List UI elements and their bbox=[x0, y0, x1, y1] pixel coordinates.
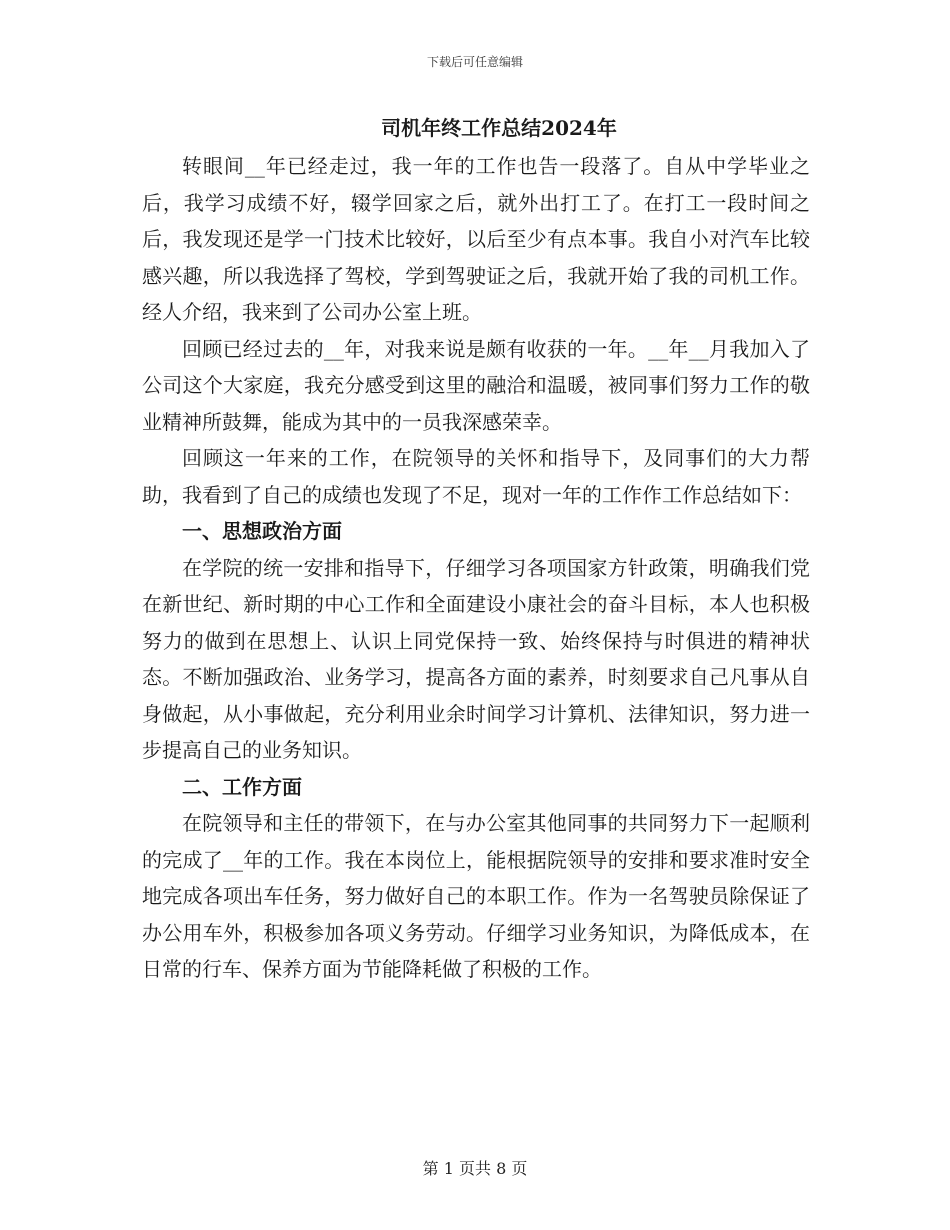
section-heading-political: 一、思想政治方面 bbox=[182, 519, 342, 543]
document-title: 司机年终工作总结2024年 bbox=[381, 116, 617, 140]
document-body bbox=[142, 108, 810, 988]
paragraph-work: 在院领导和主任的带领下，在与办公室其他同事的共同努力下一起顺利的完成了__年的工作。我在本岗位上，能根据院领导的安排和要求准时安全地完成各项出车任务，努力做好自己的本职工作。作为一名驾驶员除保证了办公用车外，积极参加各项义务劳动。仔细学习业务知识，为降低成本，在日常的行车、保养方面为节能降耗做了积极的工作。 bbox=[142, 811, 810, 981]
page-number: 第 1 页共 8 页 bbox=[422, 1159, 528, 1178]
paragraph-summary-lead: 回顾这一年来的工作，在院领导的关怀和指导下，及同事们的大力帮助，我看到了自己的成绩也发现了不足，现对一年的工作作工作总结如下： bbox=[142, 446, 810, 507]
header-note: 下载后可任意编辑 bbox=[426, 55, 523, 69]
paragraph-review: 回顾已经过去的__年，对我来说是颇有收获的一年。__年__月我加入了公司这个大家庭，我充分感受到这里的融洽和温暖，被同事们努力工作的敬业精神所鼓舞，能成为其中的一员我深感荣幸。 bbox=[142, 336, 810, 434]
paragraph-political: 在学院的统一安排和指导下，仔细学习各项国家方针政策，明确我们党在新世纪、新时期的中心工作和全面建设小康社会的奋斗目标，本人也积极努力的做到在思想上、认识上同党保持一致、始终保持与时俱进的精神状态。不断加强政治、业务学习，提高各方面的素养，时刻要求自己凡事从自身做起，从小事做起，充分利用业余时间学习计算机、法律知识，努力进一步提高自己的业务知识。 bbox=[142, 555, 810, 762]
section-heading-work: 二、工作方面 bbox=[182, 774, 302, 799]
paragraph-intro: 转眼间__年已经走过，我一年的工作也告一段落了。自从中学毕业之后，我学习成绩不好，辍学回家之后，就外出打工了。在打工一段时间之后，我发现还是学一门技术比较好，以后至少有点本事。我自小对汽车比较感兴趣，所以我选择了驾校，学到驾驶证之后，我就开始了我的司机工作。经人介绍，我来到了公司办公室上班。 bbox=[142, 154, 810, 324]
